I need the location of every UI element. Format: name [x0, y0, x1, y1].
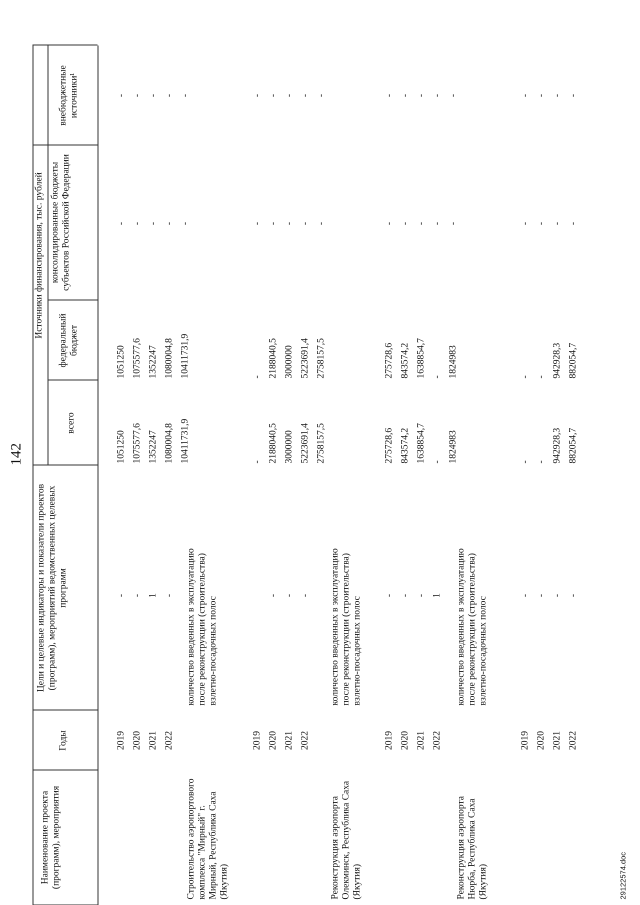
doc-code: 29122574.doc — [618, 851, 627, 899]
cell-federal: 1824983 — [448, 344, 458, 378]
header-years: Годы — [58, 729, 68, 751]
cell-offbudget: - — [432, 93, 442, 97]
cell-goal: - — [400, 593, 410, 597]
cell-regional: - — [568, 221, 578, 225]
cell-offbudget: - — [148, 93, 158, 97]
cell-total: 2188040,5 — [268, 422, 278, 463]
cell-offbudget: - — [164, 93, 174, 97]
cell-offbudget: - — [268, 93, 278, 97]
project-name-2: Реконструкция аэропорта Олекминск, Республика Саха (Якутия) — [330, 780, 362, 899]
cell-offbudget: - — [316, 93, 326, 97]
cell-regional: - — [552, 221, 562, 225]
cell-regional: - — [384, 221, 394, 225]
cell-regional: - — [400, 221, 410, 225]
cell-federal: 3000000 — [284, 344, 294, 378]
cell-year: 2021 — [416, 730, 426, 750]
header-regional: консолидированные бюджеты субъектов Российской Федерации — [50, 153, 71, 291]
cell-total: 843574,2 — [400, 427, 410, 463]
cell-regional: - — [148, 221, 158, 225]
cell-federal: 275728,6 — [384, 342, 394, 378]
cell-year: 2019 — [520, 730, 530, 750]
indicator-text-1: количество введенных в эксплуатацию после реконструкции (строительства) взлетно-посадочных полос — [186, 547, 218, 705]
cell-total: 5223691,4 — [300, 422, 310, 463]
indicator-text-3: количество введенных в эксплуатацию после реконструкции (строительства) взлетно-посадочных полос — [456, 547, 488, 705]
cell-offbudget: - — [416, 93, 426, 97]
cell-regional: - — [252, 221, 262, 225]
cell-goal: - — [416, 593, 426, 597]
cell-year: 2020 — [132, 730, 142, 750]
cell-total: 2758157,5 — [316, 422, 326, 463]
cell-year: 2021 — [148, 730, 158, 750]
cell-offbudget: - — [568, 93, 578, 97]
cell-goal: - — [552, 593, 562, 597]
cell-total: 275728,6 — [384, 427, 394, 463]
cell-year: 2022 — [568, 730, 578, 750]
header-project-name: Наименование проекта (программ), мероприятия — [40, 785, 61, 889]
cell-offbudget: - — [448, 93, 458, 97]
cell-offbudget: - — [180, 93, 190, 97]
cell-goal: - — [164, 593, 174, 597]
cell-goal: - — [116, 593, 126, 597]
project-name-3: Реконструкция аэропорта Нюрба, Республика Саха (Якутия) — [456, 795, 488, 899]
cell-federal: 1638854,7 — [416, 337, 426, 378]
cell-federal: 942928,3 — [552, 342, 562, 378]
cell-year: 2021 — [552, 730, 562, 750]
cell-year: 2022 — [432, 730, 442, 750]
cell-total: - — [252, 459, 262, 463]
header-offbudget: внебюджетные источники¹ — [58, 64, 79, 126]
cell-federal: 2758157,5 — [316, 337, 326, 378]
cell-regional: - — [432, 221, 442, 225]
cell-year: 2019 — [116, 730, 126, 750]
cell-goal: - — [384, 593, 394, 597]
cell-regional: - — [416, 221, 426, 225]
cell-goal: 1 — [148, 592, 158, 598]
project-name-1: Строительство аэропортового комплекса "Мирный" г. Мирный, Республика Саха (Якутия) — [186, 777, 229, 899]
cell-regional: - — [164, 221, 174, 225]
cell-total: 1080004,8 — [164, 422, 174, 463]
cell-goal: - — [300, 593, 310, 597]
cell-goal: - — [536, 593, 546, 597]
cell-year: 2020 — [268, 730, 278, 750]
cell-regional: - — [536, 221, 546, 225]
cell-year: 2021 — [284, 730, 294, 750]
cell-federal: 1080004,8 — [164, 337, 174, 378]
indicator-text-2: количество введенных в эксплуатацию после реконструкции (строительства) взлетно-посадочных полос — [330, 547, 362, 705]
cell-goal: - — [284, 593, 294, 597]
cell-regional: - — [316, 221, 326, 225]
cell-year: 2019 — [384, 730, 394, 750]
cell-regional: - — [300, 221, 310, 225]
cell-federal: 1352247 — [148, 344, 158, 378]
cell-year: 2022 — [300, 730, 310, 750]
cell-regional: - — [520, 221, 530, 225]
cell-total: 3000000 — [284, 429, 294, 463]
cell-offbudget: - — [252, 93, 262, 97]
cell-total: 1638854,7 — [416, 422, 426, 463]
cell-federal: 1051250 — [116, 344, 126, 378]
cell-federal: - — [520, 374, 530, 378]
cell-federal: - — [536, 374, 546, 378]
cell-total: - — [520, 459, 530, 463]
cell-year: 2022 — [164, 730, 174, 750]
cell-total: - — [536, 459, 546, 463]
cell-federal: - — [252, 374, 262, 378]
cell-regional: - — [284, 221, 294, 225]
cell-offbudget: - — [536, 93, 546, 97]
cell-goal: - — [132, 593, 142, 597]
cell-federal: - — [432, 374, 442, 378]
cell-total: - — [432, 459, 442, 463]
cell-regional: - — [116, 221, 126, 225]
header-federal: федеральный бюджет — [58, 313, 79, 367]
page-number: 142 — [8, 442, 24, 465]
cell-offbudget: - — [132, 93, 142, 97]
cell-year: 2019 — [252, 730, 262, 750]
cell-federal: 843574,2 — [400, 342, 410, 378]
cell-offbudget: - — [400, 93, 410, 97]
cell-total: 10411731,9 — [180, 418, 190, 463]
cell-total: 942928,3 — [552, 427, 562, 463]
cell-goal: - — [520, 593, 530, 597]
cell-federal: 882054,7 — [568, 342, 578, 378]
cell-total: 1051250 — [116, 429, 126, 463]
cell-regional: - — [268, 221, 278, 225]
cell-year: 2020 — [400, 730, 410, 750]
cell-federal: 5223691,4 — [300, 337, 310, 378]
header-goals: Цели и целевые индикаторы и показатели проектов (программ), мероприятий ведомственных целевых программ — [36, 483, 68, 692]
cell-offbudget: - — [384, 93, 394, 97]
cell-regional: - — [448, 221, 458, 225]
cell-offbudget: - — [116, 93, 126, 97]
cell-offbudget: - — [300, 93, 310, 97]
header-funding-sources: Источники финансирования, тыс. рублей — [34, 171, 44, 339]
cell-offbudget: - — [520, 93, 530, 97]
cell-year: 2020 — [536, 730, 546, 750]
cell-total: 882054,7 — [568, 427, 578, 463]
cell-offbudget: - — [552, 93, 562, 97]
cell-total: 1352247 — [148, 429, 158, 463]
cell-regional: - — [180, 221, 190, 225]
cell-federal: 10411731,9 — [180, 333, 190, 378]
cell-offbudget: - — [284, 93, 294, 97]
cell-regional: - — [132, 221, 142, 225]
cell-total: 1824983 — [448, 429, 458, 463]
cell-total: 1075577,6 — [132, 422, 142, 463]
cell-goal: 1 — [432, 592, 442, 598]
cell-federal: 1075577,6 — [132, 337, 142, 378]
cell-goal: - — [268, 593, 278, 597]
header-total: всего — [66, 411, 76, 434]
cell-federal: 2188040,5 — [268, 337, 278, 378]
cell-goal: - — [568, 593, 578, 597]
